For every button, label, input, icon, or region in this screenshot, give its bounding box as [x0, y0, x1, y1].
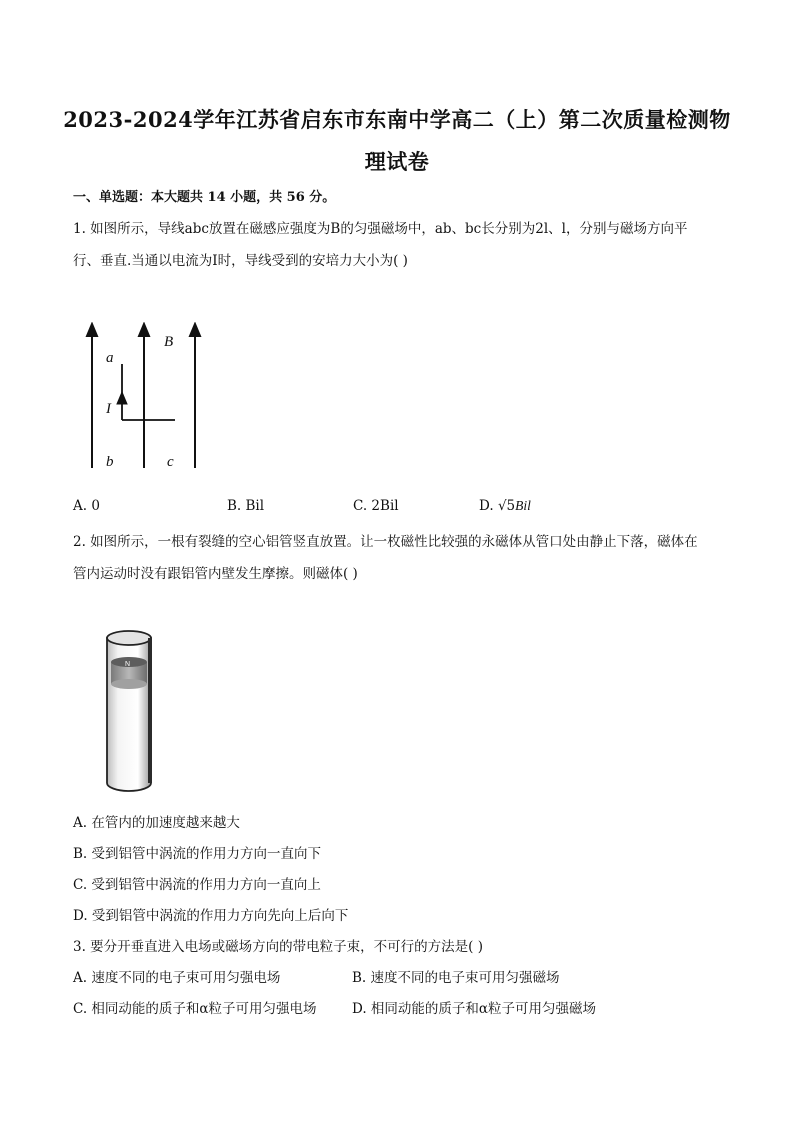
q3-option-a: A. 速度不同的电子束可用匀强电场 — [73, 970, 281, 986]
q2-option-b: B. 受到铝管中涡流的作用力方向一直向下 — [73, 846, 322, 862]
exam-title-line1: 2023-2024学年江苏省启东市东南中学高二（上）第二次质量检测物 — [63, 107, 731, 132]
label-B: B — [164, 334, 174, 350]
label-b: b — [106, 454, 114, 470]
q3-option-b: B. 速度不同的电子束可用匀强磁场 — [352, 970, 560, 986]
q1-option-d-sqrt: √5 — [497, 498, 516, 514]
q1-magnetic-field-figure — [80, 322, 230, 472]
q2-option-c: C. 受到铝管中涡流的作用力方向一直向上 — [73, 877, 321, 893]
q1-stem-line2: 行、垂直.当通以电流为I时，导线受到的安培力大小为( ) — [73, 253, 408, 269]
q1-option-d-suffix: Bil — [515, 498, 531, 513]
q3-option-c: C. 相同动能的质子和α粒子可用匀强电场 — [73, 1001, 317, 1017]
q2-stem-line1: 2. 如图所示，一根有裂缝的空心铝管竖直放置。让一枚磁性比较强的永磁体从管口处由静止下落，磁体在 — [73, 534, 698, 550]
q1-option-c: C. 2Bil — [353, 498, 399, 514]
label-I: I — [106, 401, 111, 417]
q1-option-a: A. 0 — [73, 498, 100, 514]
q3-option-d: D. 相同动能的质子和α粒子可用匀强磁场 — [352, 1001, 597, 1017]
section-heading: 一、单选题：本大题共 14 小题，共 56 分。 — [73, 190, 336, 205]
q1-option-d-prefix: D. — [479, 498, 498, 514]
q1-stem-line1: 1. 如图所示，导线abc放置在磁感应强度为B的匀强磁场中，ab、bc长分别为2l、l，分别与磁场方向平 — [73, 221, 688, 237]
label-a: a — [106, 350, 114, 366]
q3-stem: 3. 要分开垂直进入电场或磁场方向的带电粒子束，不可行的方法是( ) — [73, 939, 483, 955]
svg-text:N: N — [125, 661, 131, 668]
q2-stem-line2: 管内运动时没有跟铝管内壁发生摩擦。则磁体( ) — [73, 566, 358, 582]
q2-option-a: A. 在管内的加速度越来越大 — [73, 815, 240, 831]
q1-option-b: B. Bil — [227, 498, 265, 514]
q2-option-d: D. 受到铝管中涡流的作用力方向先向上后向下 — [73, 908, 349, 924]
aluminum-tube-figure — [104, 628, 160, 794]
q1-option-d — [479, 498, 531, 514]
exam-title-line2: 理试卷 — [364, 149, 430, 174]
label-c: c — [167, 454, 174, 470]
